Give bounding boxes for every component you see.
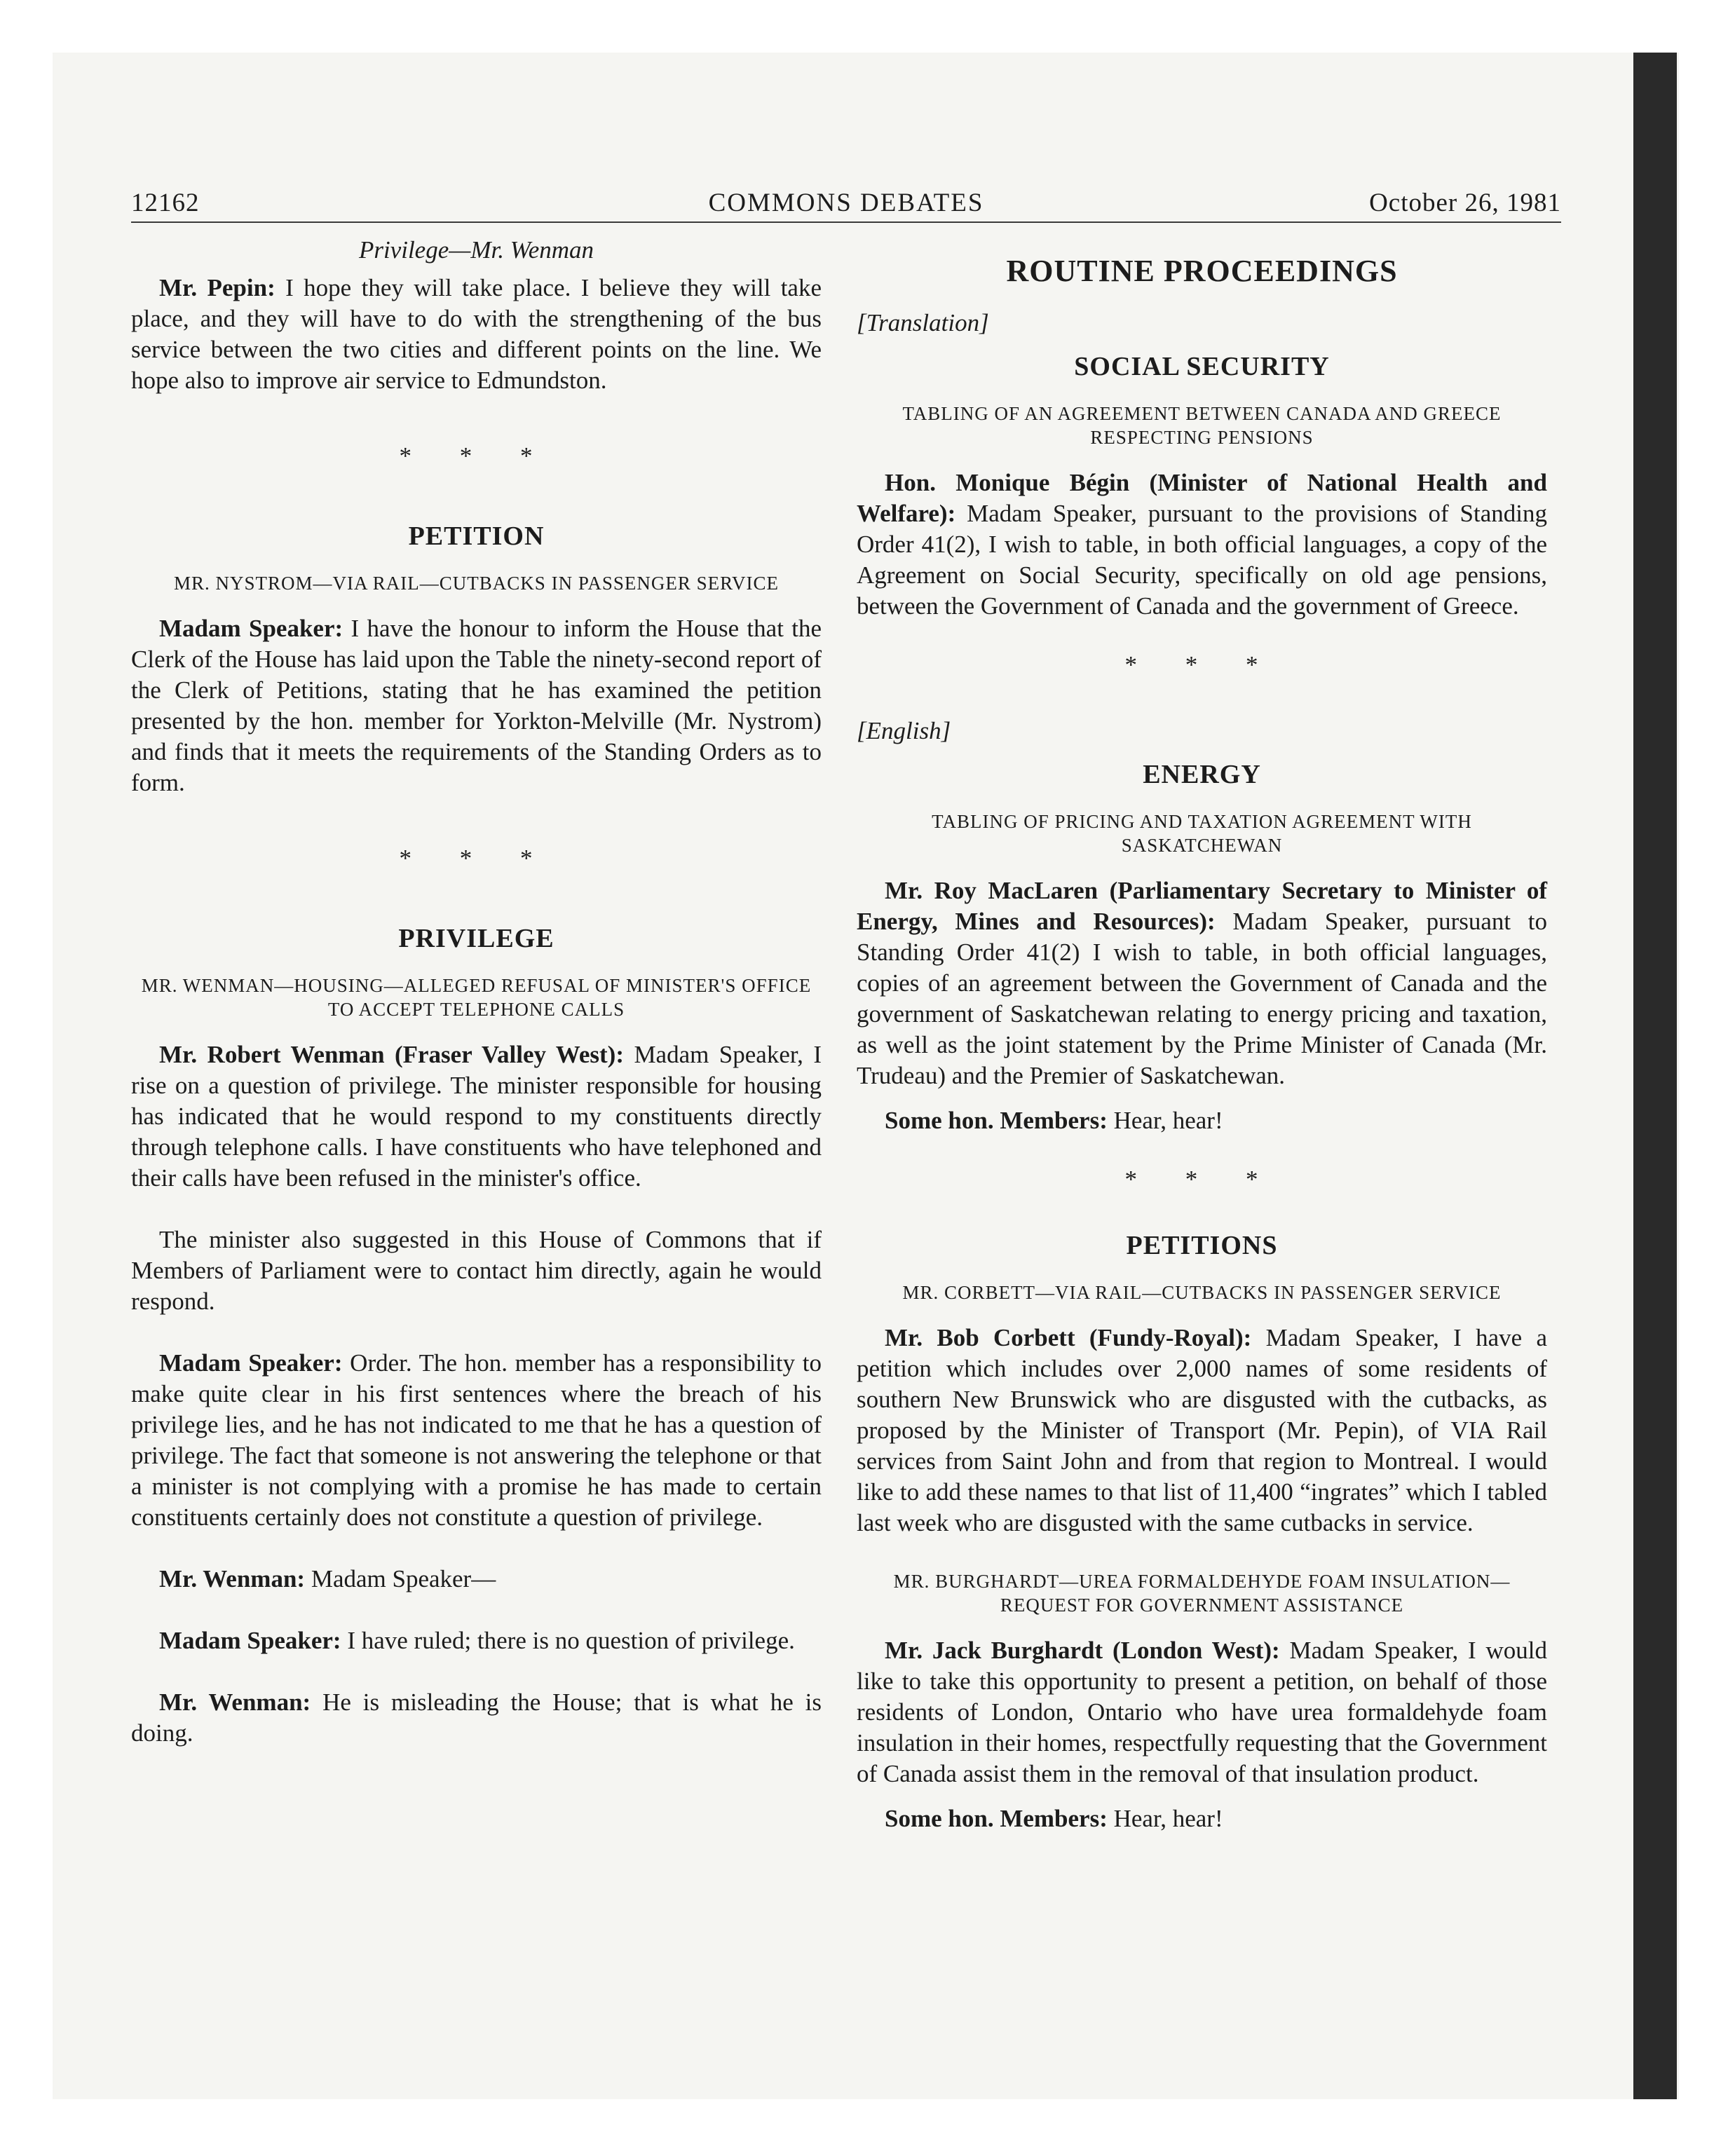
speech-text: Hear, hear! <box>1113 1805 1223 1832</box>
left-column <box>131 235 822 1749</box>
section-separator: * * * <box>1124 1166 1279 1193</box>
speech-text: Hear, hear! <box>1113 1107 1223 1134</box>
paragraph-speaker-ruling <box>131 1348 822 1533</box>
speaker-name: Mr. Robert Wenman (Fraser Valley West): <box>159 1041 624 1068</box>
paragraph-members-2 <box>857 1803 1547 1834</box>
right-column <box>857 235 1547 1834</box>
speaker-name: Mr. Pepin: <box>159 274 275 301</box>
speech-text: Madam Speaker, I would like to take this opportunity to present a petition, on behalf of those residents of London, Ontario who have urea formaldehyde foam insulation in their homes, respectfully requesting that the Government of Canada assist them in the removal of that insulation product. <box>857 1637 1547 1787</box>
speaker-name: Mr. Jack Burghardt (London West): <box>885 1637 1280 1664</box>
paragraph-wenman-4 <box>131 1687 822 1749</box>
paragraph-members-1 <box>857 1105 1547 1136</box>
language-marker-english: [English] <box>857 717 951 744</box>
speaker-name: Madam Speaker: <box>159 615 343 642</box>
running-title: Privilege—Mr. Wenman <box>358 236 594 264</box>
page-header <box>131 188 1561 223</box>
section-heading-social-security: SOCIAL SECURITY <box>1074 352 1330 381</box>
subheading-wenman: MR. WENMAN—HOUSING—ALLEGED REFUSAL OF MINISTER'S OFFICE TO ACCEPT TELEPHONE CALLS <box>141 975 812 1020</box>
speaker-name: Madam Speaker: <box>159 1627 341 1654</box>
subheading-burghardt: MR. BURGHARDT—UREA FORMALDEHYDE FOAM INSULATION—REQUEST FOR GOVERNMENT ASSISTANCE <box>893 1571 1511 1616</box>
speech-text: I have the honour to inform the House that the Clerk of the House has laid upon the Table the ninety-second report of the Clerk of Petitions, stating that he has examined the petition presented by the hon. member for Yorkton-Melville (Mr. Nystrom) and finds that it meets the requirements of the Standing Orders as to form. <box>131 615 822 796</box>
section-heading-petition: PETITION <box>408 521 545 551</box>
speech-text: Madam Speaker, pursuant to the provisions of Standing Order 41(2), I wish to table, in both official languages, a copy of the Agreement on Social Security, specifically on old age pensions, between the Government of Canada and the government of Greece. <box>857 500 1548 620</box>
paragraph-wenman-2: The minister also suggested in this House of Commons that if Members of Parliament were to contact him directly, again he would respond. <box>131 1226 822 1315</box>
page-number: 12162 <box>131 189 200 217</box>
main-heading-routine-proceedings: ROUTINE PROCEEDINGS <box>1006 254 1398 288</box>
speaker-name: Mr. Bob Corbett (Fundy-Royal): <box>885 1324 1252 1351</box>
speech-text: Madam Speaker, pursuant to Standing Order 41(2) I wish to table, in both official languages, copies of an agreement between the Government of Canada and the government of Saskatchewan relating to energy pricing and taxation, as well as the joint statement by the Prime Minister of Canada (Mr. Trudeau) and the Premier of Saskatchewan. <box>857 908 1548 1089</box>
speaker-name: Mr. Wenman: <box>159 1688 311 1716</box>
language-marker-translation: [Translation] <box>857 309 989 336</box>
speech-text: Madam Speaker, I rise on a question of privilege. The minister responsible for housing has indicated that he would respond to my constituents directly through telephone calls. I have constituents who have telephoned and their calls have been refused in the minister's office. <box>131 1041 822 1192</box>
paragraph-wenman-1 <box>131 1039 822 1194</box>
subheading-corbett: MR. CORBETT—VIA RAIL—CUTBACKS IN PASSENGER SERVICE <box>902 1282 1502 1303</box>
paragraph-pepin <box>131 273 822 396</box>
speech-text: I hope they will take place. I believe they will take place, and they will have to do with the strengthening of the bus service between the two cities and different points on the line. We hope also to improve air service to Edmundston. <box>131 274 822 394</box>
page-date: October 26, 1981 <box>1369 189 1561 217</box>
speaker-name: Some hon. Members: <box>885 1107 1108 1134</box>
section-heading-petitions: PETITIONS <box>1126 1231 1278 1260</box>
page-binding-edge <box>1633 53 1677 2099</box>
header-rule <box>131 221 1561 223</box>
paragraph-speaker-ruled <box>131 1625 822 1656</box>
speech-text: Madam Speaker, I have a petition which includes over 2,000 names of some residents of southern New Brunswick who are disgusted with the cutbacks, as proposed by the Minister of Transport (Mr. Pepin), of VIA Rail services from Saint John and from that region to Montreal. I would like to add these names to that list of 11,400 “ingrates” which I tabled last week who are disgusted with the same cutbacks in service. <box>857 1324 1548 1536</box>
speaker-name: Mr. Wenman: <box>159 1565 306 1592</box>
section-separator: * * * <box>399 442 554 470</box>
section-separator: * * * <box>1124 651 1279 678</box>
speech-text: Madam Speaker— <box>311 1565 496 1592</box>
section-separator: * * * <box>399 845 554 872</box>
speech-text: I have ruled; there is no question of privilege. <box>347 1627 795 1654</box>
paragraph-speaker-petition <box>131 613 822 798</box>
subheading-saskatchewan: TABLING OF PRICING AND TAXATION AGREEMENT WITH SASKATCHEWAN <box>932 811 1472 856</box>
paragraph-burghardt <box>857 1635 1547 1789</box>
section-heading-privilege: PRIVILEGE <box>398 924 554 953</box>
speaker-name: Mr. Roy MacLaren (Parliamentary Secretary to Minister of Energy, Mines and Resources): <box>857 877 1547 935</box>
speaker-name: Hon. Monique Bégin (Minister of National Health and Welfare): <box>857 469 1547 527</box>
section-heading-energy: ENERGY <box>1143 760 1261 789</box>
speech-text: Order. The hon. member has a responsibility to make quite clear in his first sentences where the breach of his privilege lies, and he has not indicated to me that he has a question of privilege. The fact that someone is not answering the telephone or that a minister is not complying with a promise he has made to certain constituents certainly does not constitute a question of privilege. <box>131 1349 822 1531</box>
subheading-nystrom: MR. NYSTROM—VIA RAIL—CUTBACKS IN PASSENGER SERVICE <box>174 573 779 594</box>
paragraph-wenman-3 <box>131 1564 822 1595</box>
speaker-name: Some hon. Members: <box>885 1805 1108 1832</box>
speech-text: He is misleading the House; that is what he is doing. <box>131 1688 822 1747</box>
publication-title: COMMONS DEBATES <box>708 189 984 217</box>
paragraph-begin <box>857 468 1547 622</box>
subheading-greece: TABLING OF AN AGREEMENT BETWEEN CANADA AND GREECE RESPECTING PENSIONS <box>902 403 1502 448</box>
speaker-name: Madam Speaker: <box>159 1349 343 1377</box>
paragraph-corbett <box>857 1323 1547 1538</box>
paragraph-maclaren <box>857 875 1547 1091</box>
